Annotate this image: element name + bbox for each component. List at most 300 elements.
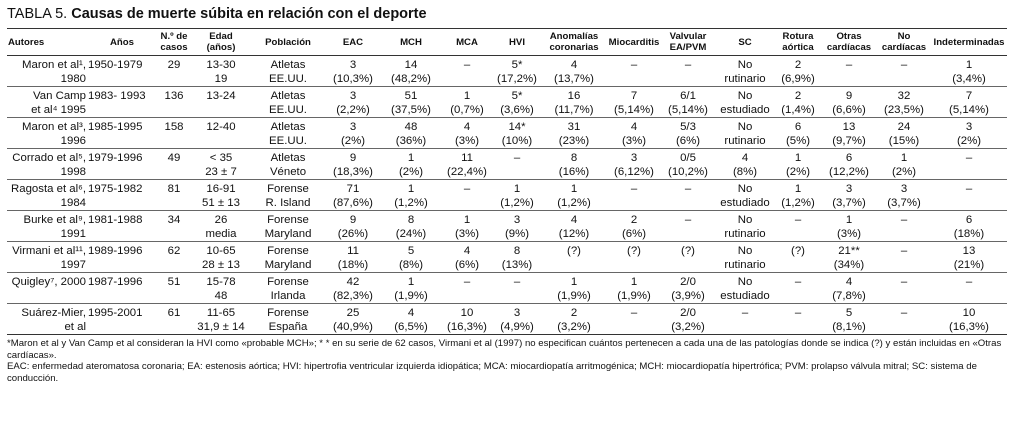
table-cell: (2%)	[381, 165, 441, 180]
table-cell: Irlanda	[251, 289, 325, 304]
table-cell	[493, 289, 541, 304]
table-cell: Ragosta et al⁶,	[11, 183, 86, 195]
table-number: TABLA 5.	[7, 6, 68, 22]
table-cell: Véneto	[251, 165, 325, 180]
table-cell: Atletas	[270, 90, 306, 102]
header-row	[7, 29, 1007, 56]
table-row	[7, 87, 1007, 104]
header-no-l2: cardíacas	[881, 42, 927, 53]
table-cell: (12,2%)	[821, 165, 877, 180]
table-cell: 21**	[838, 245, 860, 257]
header-rotura	[775, 29, 821, 56]
table-cell: (3,7%)	[877, 196, 931, 211]
table-cell: 9	[845, 90, 853, 102]
table-cell: 4	[463, 121, 471, 133]
table-cell	[87, 165, 157, 180]
table-cell: Forense	[267, 183, 309, 195]
table-cell	[157, 320, 191, 335]
table-cell: –	[463, 183, 471, 195]
table-cell	[191, 103, 251, 118]
table-cell: Maryland	[251, 258, 325, 273]
table-row	[7, 320, 1007, 335]
table-cell: 12-40	[206, 121, 236, 133]
table-cell: 1975-1982	[88, 183, 143, 195]
table-cell	[157, 227, 191, 242]
header-poblacion: Población	[251, 29, 325, 56]
table-cell: –	[794, 276, 802, 288]
table-cell: (?)	[791, 245, 805, 257]
table-cell	[661, 196, 715, 211]
table-cell: 51 ± 13	[191, 196, 251, 211]
table-cell: (12%)	[541, 227, 607, 242]
table-cell: (16%)	[541, 165, 607, 180]
table-cell: (5%)	[775, 134, 821, 149]
table-cell: (1,2%)	[381, 196, 441, 211]
table-cell: 4	[845, 276, 853, 288]
table-cell: (10,3%)	[325, 72, 381, 87]
table-cell: (13,7%)	[541, 72, 607, 87]
table-cell: Suárez-Mier,	[21, 307, 86, 319]
table-cell: (8%)	[715, 165, 775, 180]
table-cell: Maryland	[251, 227, 325, 242]
table-cell: (1,9%)	[381, 289, 441, 304]
table-cell: 1	[900, 152, 908, 164]
table-cell: et al	[7, 320, 87, 335]
table-cell: (2%)	[325, 134, 381, 149]
table-cell: estudiado	[715, 196, 775, 211]
table-cell: 1979-1996	[88, 152, 143, 164]
table-cell: 1	[463, 214, 471, 226]
header-casos-l1: N.º de	[160, 31, 188, 42]
table-cell: 1996	[7, 134, 87, 149]
table-cell: rutinario	[715, 227, 775, 242]
table-cell: 1	[570, 276, 578, 288]
table-cell	[441, 196, 493, 211]
table-cell: rutinario	[715, 134, 775, 149]
table-cell: (4,9%)	[493, 320, 541, 335]
table-title	[7, 6, 1007, 22]
table-cell: 1997	[7, 258, 87, 273]
table-row	[7, 227, 1007, 242]
table-row	[7, 180, 1007, 197]
table-cell: 1	[965, 59, 973, 71]
header-hvi: HVI	[493, 29, 541, 56]
table-cell	[87, 72, 157, 87]
header-edad-l1: Edad	[209, 31, 233, 42]
table-cell: (23%)	[541, 134, 607, 149]
table-cell: Atletas	[270, 121, 306, 133]
table-cell	[931, 165, 1007, 180]
table-cell: 2	[630, 214, 638, 226]
table-cell: 4	[570, 214, 578, 226]
table-cell: 3	[349, 59, 357, 71]
table-cell: –	[741, 307, 749, 319]
table-cell: (18%)	[325, 258, 381, 273]
table-cell: –	[630, 59, 638, 71]
table-cell	[821, 72, 877, 87]
table-cell	[541, 258, 607, 273]
table-cell: 136	[164, 90, 184, 102]
table-cell	[877, 258, 931, 273]
table-cell: No	[737, 90, 753, 102]
table-row	[7, 273, 1007, 290]
table-cell: (3%)	[821, 227, 877, 242]
table-cell	[775, 289, 821, 304]
table-cell: Atletas	[270, 59, 306, 71]
table-cell: (?)	[681, 245, 695, 257]
table-cell: 2	[570, 307, 578, 319]
table-cell: No	[737, 183, 753, 195]
table-cell: (3%)	[607, 134, 661, 149]
table-cell	[157, 258, 191, 273]
table-row	[7, 211, 1007, 228]
header-miocarditis: Miocarditis	[607, 29, 661, 56]
table-cell: 1	[407, 152, 415, 164]
table-cell: 3	[900, 183, 908, 195]
table-cell: (24%)	[381, 227, 441, 242]
table-cell	[931, 196, 1007, 211]
table-cell: (?)	[627, 245, 641, 257]
table-cell: (?)	[567, 245, 581, 257]
table-cell: 13	[842, 121, 856, 133]
table-row	[7, 196, 1007, 211]
table-cell: (82,3%)	[325, 289, 381, 304]
table-cell: –	[630, 307, 638, 319]
table-cell: estudiado	[715, 289, 775, 304]
table-cell: 81	[167, 183, 181, 195]
table-cell: 10	[460, 307, 474, 319]
table-cell: (37,5%)	[381, 103, 441, 118]
table-cell: Forense	[267, 245, 309, 257]
table-cell: –	[794, 214, 802, 226]
table-cell	[607, 320, 661, 335]
footnote-1: *Maron et al y Van Camp et al consideran la HVI como «probable MCH»; * * en su serie de 62 casos, Virmani et al (1997) no especifican cuántos pertenecen a cada una de las patologías donde se indica (?) y están incluidas en «Otras cardíacas».	[7, 338, 1002, 361]
data-table	[7, 28, 1007, 335]
table-cell: 14*	[508, 121, 526, 133]
table-cell: –	[845, 59, 853, 71]
table-cell: 6	[794, 121, 802, 133]
table-cell: (16,3%)	[441, 320, 493, 335]
table-cell: (23,5%)	[877, 103, 931, 118]
table-cell: Quigley⁷, 2000	[11, 276, 86, 288]
table-cell	[775, 320, 821, 335]
table-cell: (7,8%)	[821, 289, 877, 304]
table-cell: 5*	[511, 90, 523, 102]
table-cell: (5,14%)	[661, 103, 715, 118]
table-cell: 1989-1996	[88, 245, 143, 257]
table-cell: 4	[741, 152, 749, 164]
table-cell: (6,12%)	[607, 165, 661, 180]
table-cell: Van Camp	[33, 90, 86, 102]
table-cell: 7	[965, 90, 973, 102]
table-cell: Forense	[267, 276, 309, 288]
table-cell: EE.UU.	[251, 72, 325, 87]
table-cell: 10	[962, 307, 976, 319]
table-cell: (15%)	[877, 134, 931, 149]
table-cell: Forense	[267, 307, 309, 319]
table-cell: Burke et al⁹,	[23, 214, 86, 226]
table-cell: 51	[404, 90, 418, 102]
table-cell: 8	[513, 245, 521, 257]
table-cell: (5,14%)	[607, 103, 661, 118]
table-cell: No	[737, 245, 753, 257]
table-body	[7, 56, 1007, 335]
table-cell: –	[684, 214, 692, 226]
table-cell: –	[900, 276, 908, 288]
header-sc: SC	[715, 29, 775, 56]
table-cell: 1998	[7, 165, 87, 180]
table-cell	[493, 165, 541, 180]
table-row	[7, 304, 1007, 321]
table-cell: 2/0	[680, 307, 696, 319]
table-cell: 6	[845, 152, 853, 164]
table-cell: (40,9%)	[325, 320, 381, 335]
table-cell: 5	[845, 307, 853, 319]
table-row	[7, 258, 1007, 273]
table-row	[7, 103, 1007, 118]
table-cell: 1	[463, 90, 471, 102]
table-cell: (1,9%)	[541, 289, 607, 304]
table-cell: EE.UU.	[251, 103, 325, 118]
header-valvular-l1: Valvular	[669, 31, 707, 42]
table-cell: (0,7%)	[441, 103, 493, 118]
table-cell: media	[191, 227, 251, 242]
table-cell: 28 ± 13	[191, 258, 251, 273]
table-cell: 16	[567, 90, 581, 102]
table-cell: (3%)	[441, 227, 493, 242]
header-otras-l1: Otras	[836, 31, 862, 42]
table-cell: 26	[214, 214, 228, 226]
table-cell: No	[737, 121, 753, 133]
table-cell: (8,1%)	[821, 320, 877, 335]
table-cell: 13-24	[206, 90, 236, 102]
table-cell: 5/3	[680, 121, 696, 133]
table-cell: Atletas	[270, 152, 306, 164]
table-cell	[607, 258, 661, 273]
footnote-2: EAC: enfermedad ateromatosa coronaria; EA: estenosis aórtica; HVI: hipertrofia ventricular izquierda idiopática; MCA: miocardiopatía arritmogénica; MCH: miocardiopatía hipertrófica; PVM: prolapso válvula mitral; SC: sistema de conducción.	[7, 361, 977, 384]
table-cell: 4	[407, 307, 415, 319]
table-cell: España	[251, 320, 325, 335]
table-cell: 34	[167, 214, 181, 226]
table-cell: No	[737, 214, 753, 226]
table-cell: 13-30	[206, 59, 236, 71]
table-cell: (22,4%)	[441, 165, 493, 180]
table-cell: (1,2%)	[775, 196, 821, 211]
table-cell: 0/5	[680, 152, 696, 164]
table-cell: (11,7%)	[541, 103, 607, 118]
table-cell: 1950-1979	[88, 59, 143, 71]
table-cell: 31	[567, 121, 581, 133]
table-cell: 16-91	[206, 183, 236, 195]
table-cell: (1,4%)	[775, 103, 821, 118]
table-cell	[775, 227, 821, 242]
table-cell: (87,6%)	[325, 196, 381, 211]
table-cell: 49	[167, 152, 181, 164]
table-cell	[931, 289, 1007, 304]
table-cell	[157, 72, 191, 87]
table-caption: Causas de muerte súbita en relación con el deporte	[71, 6, 427, 22]
table-cell: 1	[794, 152, 802, 164]
table-cell: (3,9%)	[661, 289, 715, 304]
table-cell: 4	[570, 59, 578, 71]
table-cell: 1983- 1993	[88, 90, 146, 102]
table-cell: 1995-2001	[88, 307, 143, 319]
table-cell: Maron et al³,	[22, 121, 86, 133]
header-eac: EAC	[325, 29, 381, 56]
table-cell: (5,14%)	[931, 103, 1007, 118]
header-rotura-l1: Rotura	[782, 31, 814, 42]
table-cell: 42	[346, 276, 360, 288]
table-cell	[191, 134, 251, 149]
table-cell: (6%)	[607, 227, 661, 242]
table-cell	[87, 196, 157, 211]
table-cell: (1,2%)	[493, 196, 541, 211]
table-cell: 31,9 ± 14	[191, 320, 251, 335]
table-cell: –	[900, 214, 908, 226]
table-row	[7, 242, 1007, 259]
table-cell	[157, 103, 191, 118]
header-anomalias	[541, 29, 607, 56]
table-cell: 9	[349, 214, 357, 226]
table-cell	[607, 72, 661, 87]
table-cell: 11-65	[206, 307, 236, 319]
header-anomalias-l1: Anomalías	[549, 31, 599, 42]
table-cell: (9%)	[493, 227, 541, 242]
table-cell: (16,3%)	[931, 320, 1007, 335]
table-cell: 1	[407, 183, 415, 195]
table-cell	[87, 258, 157, 273]
table-row	[7, 72, 1007, 87]
table-cell	[87, 289, 157, 304]
header-no-cardiacas	[877, 29, 931, 56]
table-cell: (2%)	[775, 165, 821, 180]
table-cell	[87, 320, 157, 335]
header-casos-l2: casos	[160, 42, 188, 53]
table-cell: 3	[349, 90, 357, 102]
table-row	[7, 56, 1007, 73]
table-cell: (10%)	[493, 134, 541, 149]
table-cell: 25	[346, 307, 360, 319]
table-cell: R. Island	[251, 196, 325, 211]
table-cell: 71	[346, 183, 360, 195]
table-cell: 48	[191, 289, 251, 304]
table-cell: 24	[897, 121, 911, 133]
table-cell: (3,7%)	[821, 196, 877, 211]
table-cell: 14	[404, 59, 418, 71]
table-cell: 61	[167, 307, 181, 319]
table-cell: 11	[461, 152, 473, 164]
table-cell: –	[463, 59, 471, 71]
table-cell: 3	[965, 121, 973, 133]
table-cell	[7, 289, 87, 304]
table-cell: 15-78	[206, 276, 236, 288]
header-mch: MCH	[381, 29, 441, 56]
table-cell: 1987-1996	[88, 276, 143, 288]
table-cell: –	[513, 276, 521, 288]
table-cell	[157, 289, 191, 304]
table-cell: (34%)	[821, 258, 877, 273]
table-cell: –	[513, 152, 521, 164]
table-cell: –	[900, 307, 908, 319]
table-cell: 3	[845, 183, 853, 195]
table-cell: 1985-1995	[88, 121, 143, 133]
table-cell: 6	[965, 214, 973, 226]
header-no-l1: No	[897, 31, 911, 42]
table-cell: 32	[897, 90, 911, 102]
table-cell: 5	[407, 245, 415, 257]
table-cell	[157, 196, 191, 211]
table-cell: (3,2%)	[661, 320, 715, 335]
table-cell: 23 ± 7	[191, 165, 251, 180]
table-cell	[607, 196, 661, 211]
table-cell: 1	[513, 183, 521, 195]
table-cell: –	[630, 183, 638, 195]
table-cell: 7	[630, 90, 638, 102]
table-cell: (6,9%)	[775, 72, 821, 87]
table-cell	[877, 72, 931, 87]
table-cell: (3,4%)	[931, 72, 1007, 87]
table-cell: Virmani et al¹¹,	[12, 245, 86, 257]
table-cell: Maron et al¹,	[22, 59, 86, 71]
table-cell: (18,3%)	[325, 165, 381, 180]
table-cell: 4	[630, 121, 638, 133]
table-cell: (6,6%)	[821, 103, 877, 118]
table-cell: –	[965, 183, 973, 195]
header-casos	[157, 29, 191, 56]
table-cell	[87, 134, 157, 149]
table-cell: 4	[463, 245, 471, 257]
table-row	[7, 149, 1007, 166]
table-cell: –	[794, 307, 802, 319]
table-cell: 11	[347, 245, 359, 257]
header-otras	[821, 29, 877, 56]
table-cell: 6/1	[680, 90, 696, 102]
table-cell: (1,2%)	[541, 196, 607, 211]
table-cell: (1,9%)	[607, 289, 661, 304]
table-cell: 48	[404, 121, 418, 133]
table-row	[7, 118, 1007, 135]
table-row	[7, 165, 1007, 180]
table-cell	[87, 103, 157, 118]
table-cell	[157, 134, 191, 149]
table-cell: 1991	[7, 227, 87, 242]
table-cell: 62	[167, 245, 181, 257]
table-cell: 2	[794, 90, 802, 102]
table-cell	[441, 289, 493, 304]
table-cell: (6,5%)	[381, 320, 441, 335]
table-cell: No	[737, 276, 753, 288]
header-mca: MCA	[441, 29, 493, 56]
header-otras-l2: cardíacas	[826, 42, 872, 53]
table-cell: 1	[794, 183, 802, 195]
table-cell: 8	[570, 152, 578, 164]
table-cell: 3	[630, 152, 638, 164]
table-cell: 3	[513, 214, 521, 226]
footnotes	[7, 338, 1007, 384]
table-cell: 10-65	[206, 245, 236, 257]
table-cell: 1984	[7, 196, 87, 211]
table-cell	[877, 320, 931, 335]
table-cell	[877, 227, 931, 242]
table-cell: 1	[845, 214, 853, 226]
table-cell: 13	[962, 245, 976, 257]
table-row	[7, 289, 1007, 304]
table-cell: 1	[407, 276, 415, 288]
header-anos: Años	[87, 29, 157, 56]
table-cell: (48,2%)	[381, 72, 441, 87]
header-valvular	[661, 29, 715, 56]
table-cell	[775, 258, 821, 273]
